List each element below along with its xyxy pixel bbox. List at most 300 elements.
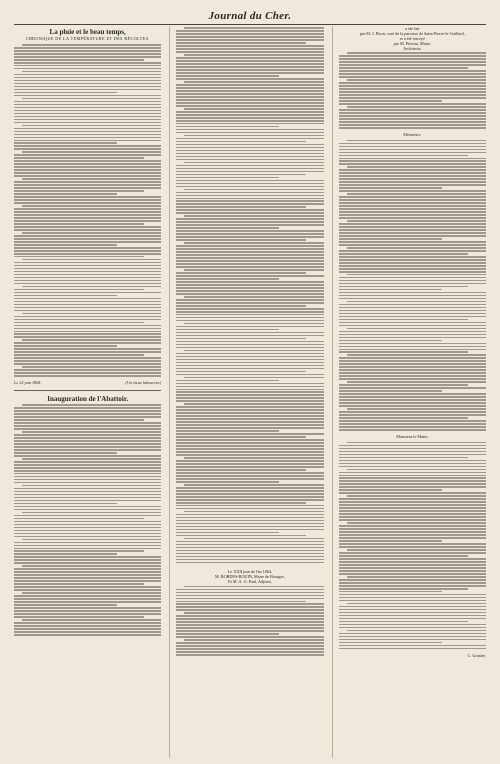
text-line (176, 171, 323, 173)
text-line (339, 451, 486, 453)
text-line (339, 292, 486, 294)
text-line (176, 636, 323, 638)
text-line (176, 36, 323, 38)
text-line (339, 516, 486, 518)
text-line (339, 423, 486, 425)
text-line (14, 449, 161, 451)
text-line (22, 404, 161, 406)
text-line (176, 559, 323, 561)
text-line (176, 433, 323, 435)
proces-verbal-header (339, 26, 486, 51)
text-line (176, 159, 323, 161)
article-heading-abattoir: Inauguration de l'Abattoir. (47, 394, 129, 403)
text-line (176, 150, 323, 152)
text-line (14, 325, 161, 327)
text-line (176, 466, 323, 468)
text-line (176, 114, 323, 116)
text-line (339, 319, 469, 321)
text-line (339, 429, 486, 431)
text-line (176, 287, 323, 289)
text-line (176, 601, 306, 603)
text-line (339, 322, 486, 324)
text-line (176, 66, 323, 68)
text-line (176, 156, 323, 158)
text-line (339, 448, 486, 450)
imprint-block (176, 569, 323, 584)
text-line (176, 320, 323, 322)
text-line (339, 483, 486, 485)
text-line (184, 639, 323, 641)
text-line (14, 375, 161, 377)
text-line (14, 548, 161, 550)
text-line (339, 570, 486, 572)
text-line (176, 200, 323, 202)
text-line (176, 547, 323, 549)
text-line (14, 289, 144, 291)
text-line (347, 274, 486, 276)
header-line: Architecte, (403, 46, 422, 51)
text-line (176, 553, 323, 555)
text-line (176, 266, 323, 268)
text-line (14, 298, 161, 300)
text-line (339, 414, 486, 416)
text-line (22, 151, 161, 153)
text-line (176, 218, 323, 220)
text-line (339, 229, 486, 231)
text-line (176, 224, 323, 226)
header-line: par M. Pierrau, Maire, (393, 41, 432, 46)
text-line (176, 245, 323, 247)
text-line (176, 153, 323, 155)
text-line (339, 528, 486, 530)
text-line (14, 134, 161, 136)
text-line (184, 269, 323, 271)
text-line (176, 102, 323, 104)
text-line (176, 248, 323, 250)
text-line (14, 506, 161, 508)
text-line (339, 127, 486, 129)
text-line (184, 54, 323, 56)
text-line (176, 144, 323, 146)
text-line (339, 85, 486, 87)
text-line (176, 257, 323, 259)
text-line (22, 366, 161, 368)
text-line (14, 131, 161, 133)
text-line (176, 63, 323, 65)
text-line (339, 390, 442, 392)
text-line (14, 470, 161, 472)
text-line (176, 353, 323, 355)
text-line (347, 522, 486, 524)
text-line (176, 278, 279, 280)
text-line (339, 343, 486, 345)
text-line (176, 93, 323, 95)
text-line (14, 559, 161, 561)
text-line (347, 381, 486, 383)
text-line (14, 50, 161, 52)
text-line (176, 469, 306, 471)
text-line (176, 96, 323, 98)
text-line (22, 71, 161, 73)
text-line (14, 580, 161, 582)
text-line (339, 420, 486, 422)
text-line (347, 106, 486, 108)
section-subhead: Messieurs, (403, 131, 422, 137)
text-line (14, 613, 161, 615)
text-line (176, 362, 323, 364)
text-line (339, 375, 486, 377)
text-line (14, 562, 161, 564)
text-line (14, 351, 161, 353)
text-line (339, 214, 486, 216)
text-line (339, 477, 486, 479)
text-line (14, 244, 117, 246)
text-line (176, 356, 323, 358)
text-line (339, 250, 486, 252)
text-line (14, 369, 161, 371)
text-line (14, 598, 161, 600)
masthead-rule (14, 24, 486, 25)
text-line (14, 553, 117, 555)
text-line (176, 236, 323, 238)
text-line (339, 118, 486, 120)
text-line (347, 603, 486, 605)
text-line (339, 591, 442, 593)
text-line (14, 160, 161, 162)
text-line (339, 155, 469, 157)
columns (14, 26, 486, 758)
text-line (176, 487, 323, 489)
text-line (14, 256, 144, 258)
text-line (22, 512, 161, 514)
text-line (339, 393, 486, 395)
text-line (339, 169, 486, 171)
text-line (339, 417, 469, 419)
text-line (176, 272, 306, 274)
text-line (347, 140, 486, 142)
text-line (176, 535, 306, 537)
text-line (176, 132, 323, 134)
section-subhead: Monsieur le Maire, (396, 433, 429, 439)
text-line (14, 479, 161, 481)
text-line (176, 168, 323, 170)
text-line (339, 64, 486, 66)
text-line (14, 574, 161, 576)
text-line (14, 74, 161, 76)
text-line (14, 461, 161, 463)
text-line (22, 178, 161, 180)
text-line (14, 410, 161, 412)
text-line (176, 520, 323, 522)
text-line (14, 172, 161, 174)
text-line (339, 555, 469, 557)
text-line (339, 454, 486, 456)
text-line (176, 651, 323, 653)
text-line (339, 606, 486, 608)
text-line (14, 157, 144, 159)
text-line (14, 217, 161, 219)
text-line (176, 281, 323, 283)
text-line (176, 105, 323, 107)
text-line (176, 260, 323, 262)
text-line (14, 223, 144, 225)
text-line (176, 454, 323, 456)
text-line (14, 184, 161, 186)
text-line (184, 403, 323, 405)
text-line (339, 190, 486, 192)
text-line (176, 592, 323, 594)
text-line (176, 529, 323, 531)
text-line (14, 518, 144, 520)
text-line (176, 203, 323, 205)
text-line (176, 463, 323, 465)
text-line (184, 296, 323, 298)
text-line (22, 259, 161, 261)
article-body-right (339, 52, 486, 128)
text-line (339, 363, 486, 365)
text-line (22, 125, 161, 127)
text-line (339, 307, 486, 309)
text-line (184, 484, 323, 486)
text-line (176, 618, 323, 620)
text-line (14, 307, 161, 309)
text-line (339, 588, 469, 590)
text-line (339, 340, 442, 342)
text-line (14, 53, 161, 55)
text-line (176, 183, 323, 185)
text-line (14, 253, 161, 255)
masthead (14, 6, 486, 22)
text-line (14, 95, 161, 97)
text-line (22, 232, 161, 234)
article-signature-right: C. Granier. (467, 653, 486, 659)
text-line (176, 123, 323, 125)
text-line (347, 166, 486, 168)
text-line (14, 360, 161, 362)
text-line (176, 42, 306, 44)
article-body-middle (176, 27, 323, 563)
text-line (339, 396, 486, 398)
text-line (339, 621, 469, 623)
text-line (339, 112, 486, 114)
text-line (176, 233, 323, 235)
text-line (14, 122, 161, 124)
text-line (176, 406, 323, 408)
text-line (176, 630, 323, 632)
article-body-abattoir (14, 404, 161, 635)
text-line (176, 138, 323, 140)
text-line (176, 284, 323, 286)
text-line (14, 238, 161, 240)
text-line (14, 473, 161, 475)
text-line (339, 163, 486, 165)
text-line (339, 351, 469, 353)
text-line (176, 192, 323, 194)
text-line (14, 301, 161, 303)
text-line (339, 238, 442, 240)
text-line (14, 140, 161, 142)
text-line (339, 463, 486, 465)
text-line (14, 577, 161, 579)
text-line (339, 298, 486, 300)
text-line (176, 436, 306, 438)
text-line (339, 510, 486, 512)
text-line (339, 313, 486, 315)
text-line (14, 628, 161, 630)
text-line (339, 411, 486, 413)
text-line (184, 350, 323, 352)
text-line (339, 513, 486, 515)
text-line (14, 77, 161, 79)
text-line (176, 517, 323, 519)
text-line (14, 89, 161, 91)
newspaper-title: Journal du Cher. (208, 10, 292, 22)
text-line (339, 70, 486, 72)
text-line (339, 211, 486, 213)
text-line (339, 337, 486, 339)
text-line (339, 149, 486, 151)
text-line (14, 542, 161, 544)
text-line (347, 549, 486, 551)
text-line (14, 428, 161, 430)
text-line (14, 310, 161, 312)
text-line (339, 366, 486, 368)
text-line (347, 193, 486, 195)
text-line (176, 627, 323, 629)
text-line (176, 541, 323, 543)
text-line (339, 271, 486, 273)
text-line (176, 400, 323, 402)
article-signoff-weather (14, 380, 161, 385)
text-line (339, 460, 486, 462)
article-separator (14, 390, 161, 391)
text-line (176, 445, 323, 447)
text-line (14, 533, 161, 535)
text-line (14, 274, 161, 276)
text-line (176, 439, 323, 441)
text-line (22, 565, 161, 567)
text-line (176, 380, 279, 382)
text-line (339, 624, 486, 626)
text-line (22, 44, 161, 46)
text-line (14, 622, 161, 624)
text-line (14, 625, 161, 627)
text-line (176, 195, 323, 197)
text-line (339, 181, 486, 183)
text-line (339, 558, 486, 560)
text-line (176, 562, 323, 564)
text-line (184, 108, 323, 110)
text-line (14, 331, 161, 333)
text-line (176, 198, 323, 200)
text-line (176, 374, 323, 376)
text-line (176, 493, 323, 495)
text-line (14, 92, 117, 94)
text-line (176, 99, 323, 101)
text-line (339, 280, 486, 282)
text-line (14, 336, 161, 338)
text-line (176, 84, 323, 86)
text-line (176, 293, 323, 295)
text-line (14, 116, 161, 118)
imprint-line: Et M. A. G. Paul, Adjoint, (228, 579, 272, 585)
text-line (176, 460, 323, 462)
text-line (14, 616, 144, 618)
text-line (14, 208, 161, 210)
text-line (184, 323, 323, 325)
article-heading-weather: La pluie et le beau temps, (49, 28, 126, 36)
text-line (339, 399, 486, 401)
text-line (176, 615, 323, 617)
text-line (339, 124, 486, 126)
text-line (176, 451, 323, 453)
text-line (176, 51, 323, 53)
text-line (339, 217, 486, 219)
text-line (339, 519, 486, 521)
text-line (176, 69, 323, 71)
text-line (339, 184, 486, 186)
text-line (176, 186, 323, 188)
text-line (339, 310, 486, 312)
header-line: a été fait (405, 26, 420, 31)
text-line (176, 359, 323, 361)
text-line (176, 263, 323, 265)
text-line (22, 339, 161, 341)
text-line (176, 523, 323, 525)
text-line (14, 235, 161, 237)
text-line (14, 265, 161, 267)
text-line (14, 434, 161, 436)
text-line (14, 443, 161, 445)
text-line (339, 594, 486, 596)
text-line (14, 280, 161, 282)
text-line (14, 316, 161, 318)
text-line (339, 226, 486, 228)
text-line (184, 538, 323, 540)
text-line (339, 636, 486, 638)
text-line (339, 633, 486, 635)
text-line (22, 313, 161, 315)
header-line: et a été envoyé (399, 36, 425, 41)
text-line (347, 301, 486, 303)
text-line (176, 496, 323, 498)
text-line (14, 166, 161, 168)
text-line (14, 348, 161, 350)
text-line (14, 494, 161, 496)
text-line (176, 126, 279, 128)
text-line (339, 94, 486, 96)
text-line (176, 508, 323, 510)
text-line (339, 618, 486, 620)
text-line (14, 437, 161, 439)
text-line (176, 550, 323, 552)
text-line (14, 419, 144, 421)
text-line (339, 579, 486, 581)
article-body-weather (14, 44, 161, 377)
text-line (14, 181, 161, 183)
text-line (339, 564, 486, 566)
text-line (339, 346, 486, 348)
text-line (14, 515, 161, 517)
text-line (339, 561, 486, 563)
text-line (339, 648, 486, 650)
text-line (184, 586, 323, 588)
text-line (14, 277, 161, 279)
text-line (347, 52, 486, 54)
text-line (339, 244, 486, 246)
text-line (339, 582, 486, 584)
text-line (176, 595, 323, 597)
